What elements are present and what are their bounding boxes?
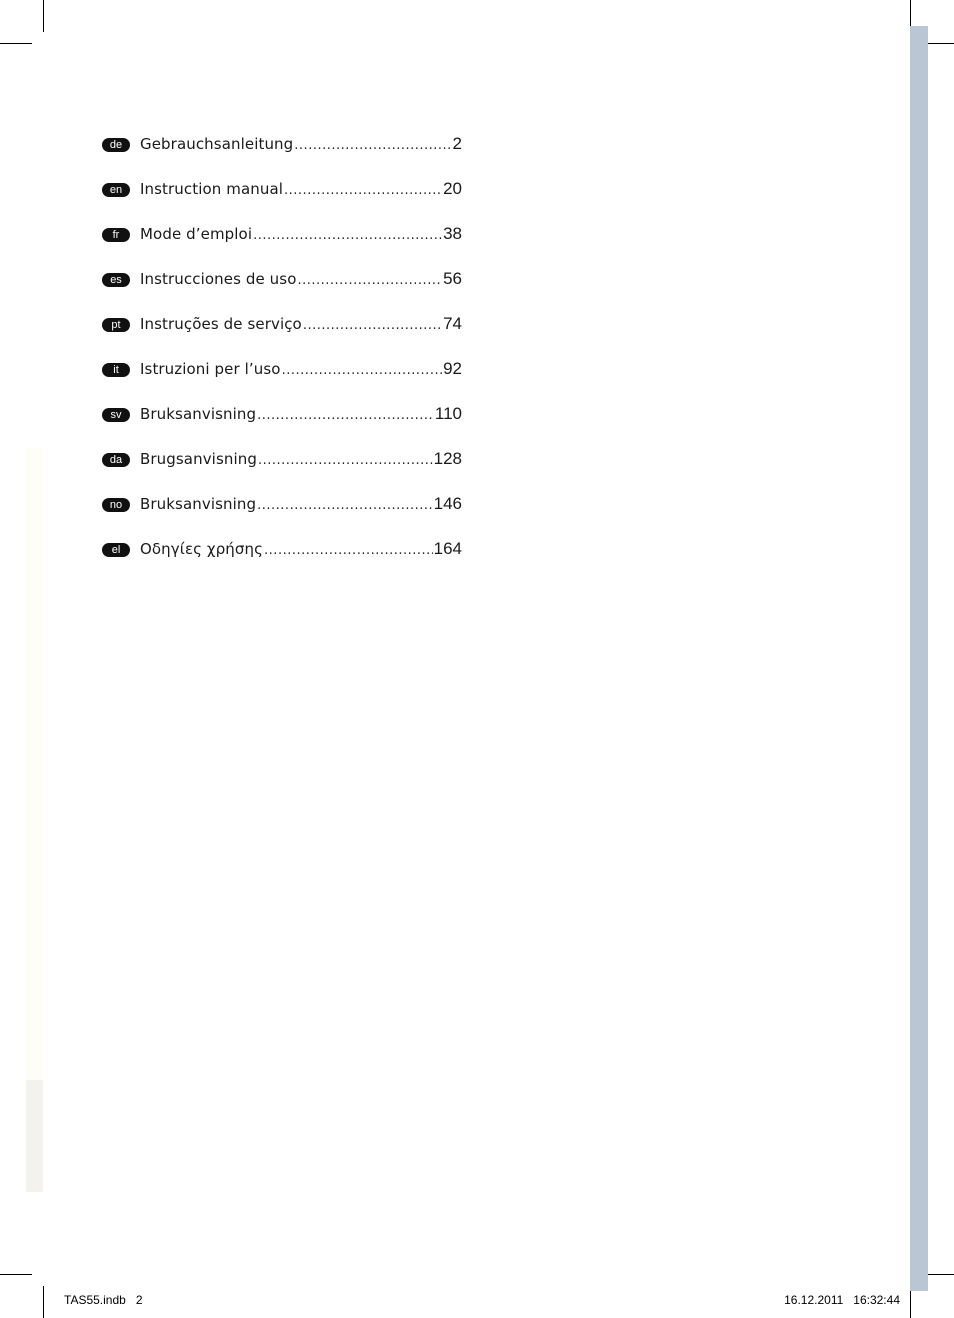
dot-leader	[303, 314, 442, 338]
left-bleed-strip-lower	[26, 1080, 43, 1192]
entry-title: Bruksanvisning	[140, 495, 257, 513]
entry-title: Mode d’emploi	[140, 225, 253, 243]
language-badge: pt	[102, 318, 130, 332]
language-badge: es	[102, 273, 130, 287]
table-of-contents	[102, 132, 462, 582]
page-number: 20	[443, 179, 462, 198]
entry-title: Istruzioni per l’uso	[140, 360, 281, 378]
side-color-bar	[910, 26, 928, 1291]
language-badge: no	[102, 498, 130, 512]
entry-title: Bruksanvisning	[140, 405, 257, 423]
toc-entry-da[interactable]	[102, 447, 462, 492]
left-bleed-strip	[26, 448, 43, 1080]
toc-entry-no[interactable]	[102, 492, 462, 537]
dot-leader	[264, 539, 433, 563]
crop-mark	[0, 1274, 32, 1275]
crop-mark	[0, 43, 32, 44]
dot-leader	[294, 134, 451, 158]
toc-entry-pt[interactable]	[102, 312, 462, 357]
dot-leader	[257, 404, 434, 428]
language-badge: el	[102, 543, 130, 557]
page-number: 38	[443, 224, 462, 243]
entry-title: Οδηγίες χρήσης	[140, 540, 264, 558]
dot-leader	[282, 359, 443, 383]
page-number: 164	[433, 539, 462, 558]
crop-mark	[43, 0, 44, 32]
dot-leader	[284, 179, 442, 203]
toc-entry-el[interactable]	[102, 537, 462, 582]
language-badge: de	[102, 138, 130, 152]
language-badge: sv	[102, 408, 130, 422]
toc-entry-de[interactable]	[102, 132, 462, 177]
page-number: 56	[443, 269, 462, 288]
language-badge: da	[102, 453, 130, 467]
page-number: 92	[443, 359, 462, 378]
page-number: 146	[433, 494, 462, 513]
page-number: 74	[443, 314, 462, 333]
language-badge: en	[102, 183, 130, 197]
print-slug-filename: TAS55.indb 2	[64, 1293, 143, 1307]
entry-title: Instruções de serviço	[140, 315, 302, 333]
toc-entry-fr[interactable]	[102, 222, 462, 267]
dot-leader	[253, 224, 442, 248]
toc-entry-es[interactable]	[102, 267, 462, 312]
print-slug-datetime: 16.12.2011 16:32:44	[784, 1293, 900, 1307]
crop-mark	[43, 1286, 44, 1318]
toc-entry-it[interactable]	[102, 357, 462, 402]
page-number: 2	[452, 134, 462, 153]
dot-leader	[257, 494, 432, 518]
page-number: 110	[434, 404, 462, 423]
entry-title: Instrucciones de uso	[140, 270, 297, 288]
entry-title: Brugsanvisning	[140, 450, 257, 468]
toc-entry-sv[interactable]	[102, 402, 462, 447]
language-badge: it	[102, 363, 130, 377]
language-badge: fr	[102, 228, 130, 242]
toc-entry-en[interactable]	[102, 177, 462, 222]
dot-leader	[258, 449, 433, 473]
dot-leader	[297, 269, 442, 293]
entry-title: Gebrauchsanleitung	[140, 135, 294, 153]
entry-title: Instruction manual	[140, 180, 284, 198]
page-number: 128	[433, 449, 462, 468]
